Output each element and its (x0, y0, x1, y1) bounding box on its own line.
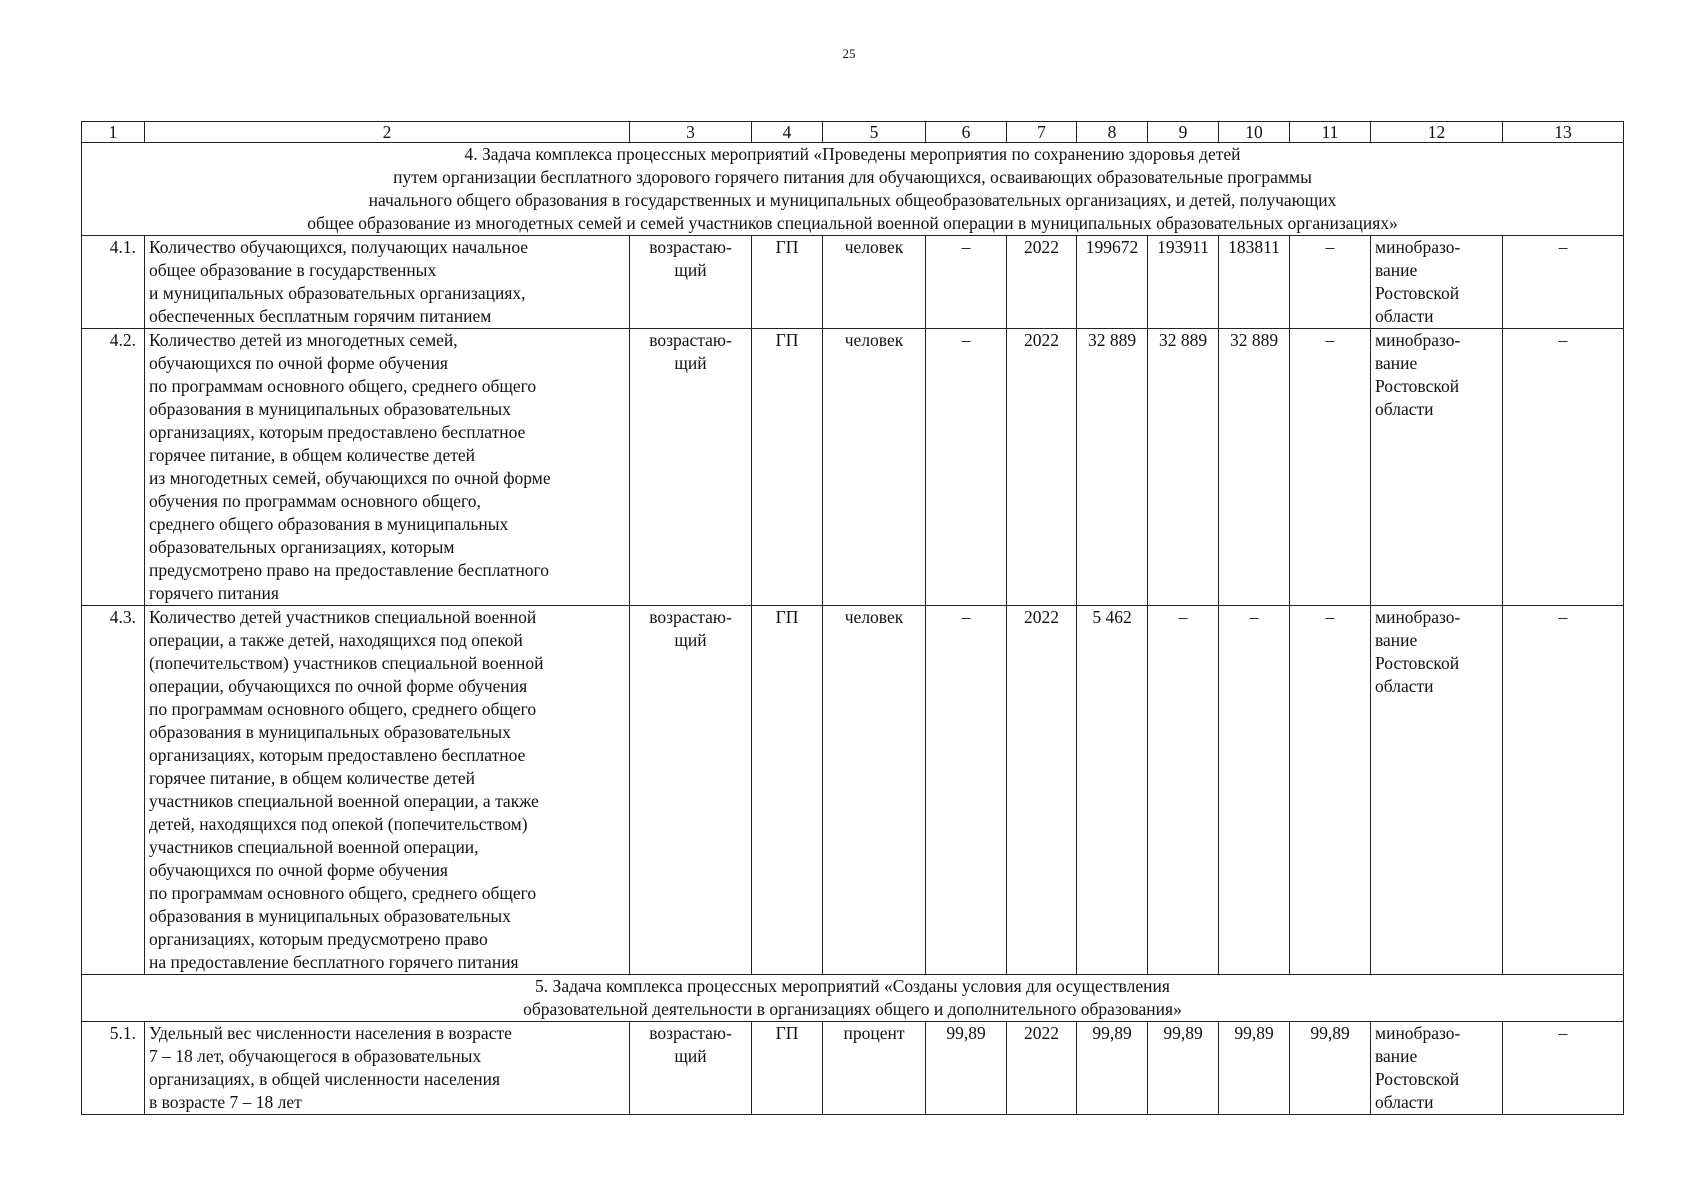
base-year-cell: 2022 (1007, 1022, 1077, 1115)
responsible-cell: минобразо- вание Ростовской области (1371, 1022, 1503, 1115)
unit-cell: человек (823, 329, 926, 606)
trend-cell: возрастаю- щий (630, 606, 752, 975)
header-cell: 13 (1503, 122, 1624, 143)
header-cell: 10 (1219, 122, 1290, 143)
link-cell: – (1503, 329, 1624, 606)
value-cell: 193911 (1148, 236, 1219, 329)
value-cell: 183811 (1219, 236, 1290, 329)
base-value-cell: – (926, 329, 1007, 606)
indicators-table (81, 121, 1624, 1115)
indicator-name: Количество обучающихся, получающих начальное общее образование в государственных и муниципальных образовательных организациях, обеспеченных бесплатным горячим питанием (145, 236, 630, 329)
indicator-name: Количество детей из многодетных семей, обучающихся по очной форме обучения по программам основного общего, среднего общего образования в муниципальных образовательных организациях, которым предоставлено бесплатное горячее питание, в общем количестве детей из многодетных семей, обучающихся по очной форме обучения по программам основного общего, среднего общего образования в муниципальных образовательных организациях, которым предусмотрено право на предоставление бесплатного горячего питания (145, 329, 630, 606)
section-5-title: 5. Задача комплекса процессных мероприятий «Созданы условия для осуществления образовательной деятельности в организациях общего и дополнительного образования» (82, 975, 1624, 1022)
header-cell: 9 (1148, 122, 1219, 143)
value-cell: 99,89 (1148, 1022, 1219, 1115)
value-cell: – (1290, 236, 1371, 329)
level-cell: ГП (752, 606, 823, 975)
value-cell: 32 889 (1077, 329, 1148, 606)
row-number: 4.3. (82, 606, 145, 975)
value-cell: 32 889 (1148, 329, 1219, 606)
header-cell: 6 (926, 122, 1007, 143)
header-cell: 12 (1371, 122, 1503, 143)
value-cell: 32 889 (1219, 329, 1290, 606)
header-cell: 3 (630, 122, 752, 143)
value-cell: 99,89 (1077, 1022, 1148, 1115)
value-cell: – (1290, 329, 1371, 606)
section-header-row (82, 143, 1624, 236)
value-cell: – (1148, 606, 1219, 975)
value-cell: 99,89 (1219, 1022, 1290, 1115)
value-cell: 99,89 (1290, 1022, 1371, 1115)
header-row (82, 122, 1624, 143)
base-year-cell: 2022 (1007, 236, 1077, 329)
base-value-cell: – (926, 606, 1007, 975)
value-cell: 5 462 (1077, 606, 1148, 975)
header-cell: 4 (752, 122, 823, 143)
table-row (82, 1022, 1624, 1115)
base-year-cell: 2022 (1007, 606, 1077, 975)
header-cell: 2 (145, 122, 630, 143)
trend-cell: возрастаю- щий (630, 236, 752, 329)
section-header-row (82, 975, 1624, 1022)
responsible-cell: минобразо- вание Ростовской области (1371, 606, 1503, 975)
page-number: 25 (842, 46, 856, 61)
responsible-cell: минобразо- вание Ростовской области (1371, 236, 1503, 329)
unit-cell: человек (823, 606, 926, 975)
base-value-cell: 99,89 (926, 1022, 1007, 1115)
level-cell: ГП (752, 236, 823, 329)
link-cell: – (1503, 606, 1624, 975)
responsible-cell: минобразо- вание Ростовской области (1371, 329, 1503, 606)
value-cell: 199672 (1077, 236, 1148, 329)
trend-cell: возрастаю- щий (630, 329, 752, 606)
table-row (82, 329, 1624, 606)
unit-cell: процент (823, 1022, 926, 1115)
value-cell: – (1219, 606, 1290, 975)
header-cell: 8 (1077, 122, 1148, 143)
trend-cell: возрастаю- щий (630, 1022, 752, 1115)
link-cell: – (1503, 1022, 1624, 1115)
indicator-name: Удельный вес численности населения в возрасте 7 – 18 лет, обучающегося в образовательных организациях, в общей численности населения в возрасте 7 – 18 лет (145, 1022, 630, 1115)
unit-cell: человек (823, 236, 926, 329)
base-year-cell: 2022 (1007, 329, 1077, 606)
link-cell: – (1503, 236, 1624, 329)
indicator-name: Количество детей участников специальной военной операции, а также детей, находящихся под опекой (попечительством) участников специальной военной операции, обучающихся по очной форме обучения по программам основного общего, среднего общего образования в муниципальных образовательных организациях, которым предоставлено бесплатное горячее питание, в общем количестве детей участников специальной военной операции, а также детей, находящихся под опекой (попечительством) участников специальной военной операции, обучающихся по очной форме обучения по программам основного общего, среднего общего образования в муниципальных образовательных организациях, которым предусмотрено право на предоставление бесплатного горячего питания (145, 606, 630, 975)
base-value-cell: – (926, 236, 1007, 329)
row-number: 4.2. (82, 329, 145, 606)
level-cell: ГП (752, 329, 823, 606)
table-row (82, 606, 1624, 975)
value-cell: – (1290, 606, 1371, 975)
header-cell: 11 (1290, 122, 1371, 143)
level-cell: ГП (752, 1022, 823, 1115)
header-cell: 7 (1007, 122, 1077, 143)
row-number: 5.1. (82, 1022, 145, 1115)
row-number: 4.1. (82, 236, 145, 329)
section-4-title: 4. Задача комплекса процессных мероприятий «Проведены мероприятия по сохранению здоровья детей путем организации бесплатного здорового горячего питания для обучающихся, осваивающих образовательные программы начального общего образования в государственных и муниципальных общеобразовательных организациях, и детей, получающих общее образование из многодетных семей и семей участников специальной военной операции в муниципальных образовательных организациях» (82, 143, 1624, 236)
header-cell: 1 (82, 122, 145, 143)
table-row (82, 236, 1624, 329)
header-cell: 5 (823, 122, 926, 143)
